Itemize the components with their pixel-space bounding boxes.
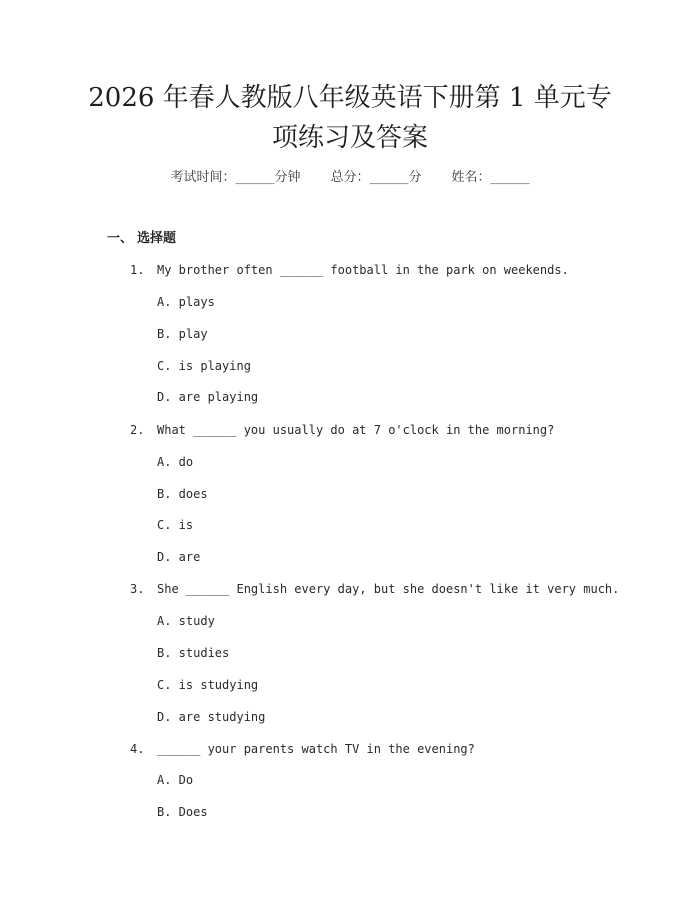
document-title <box>60 78 640 158</box>
question-1-option-d: D. are playing <box>157 390 259 404</box>
question-3-option-d: D. are studying <box>157 710 266 724</box>
document-title-line-2: 项练习及答案 <box>271 123 428 153</box>
question-text: My brother often ______ football in the park on weekends. <box>157 263 569 277</box>
question-text: What ______ you usually do at 7 o'clock in the morning? <box>157 423 555 437</box>
exam-info-line <box>0 169 700 187</box>
question-4 <box>130 741 475 757</box>
question-4-option-a: A. Do <box>157 773 194 787</box>
section-number: 一、 <box>107 231 134 246</box>
question-number: 3. <box>130 582 145 596</box>
question-1-option-c: C. is playing <box>157 359 251 373</box>
document-title-line-1: 2026 年春人教版八年级英语下册第 1 单元专 <box>88 83 612 113</box>
question-4-option-b: B. Does <box>157 805 208 819</box>
question-2 <box>130 422 554 438</box>
student-name-field: 姓名：______ <box>451 170 530 185</box>
question-1-option-a: A. plays <box>157 295 215 309</box>
question-text: She ______ English every day, but she doesn't like it very much. <box>157 582 620 596</box>
exam-time-field: 考试时间：______分钟 <box>170 170 301 185</box>
question-1 <box>130 262 569 278</box>
question-3-option-c: C. is studying <box>157 678 259 692</box>
question-3 <box>130 581 619 597</box>
question-number: 2. <box>130 423 145 437</box>
question-number: 4. <box>130 742 145 756</box>
question-3-option-b: B. studies <box>157 646 230 660</box>
question-2-option-d: D. are <box>157 550 201 564</box>
question-text: ______ your parents watch TV in the evening? <box>157 742 475 756</box>
question-2-option-a: A. do <box>157 455 194 469</box>
question-number: 1. <box>130 263 145 277</box>
question-2-option-c: C. is <box>157 518 194 532</box>
question-2-option-b: B. does <box>157 487 208 501</box>
question-3-option-a: A. study <box>157 614 215 628</box>
section-title: 选择题 <box>137 231 177 246</box>
question-1-option-b: B. play <box>157 327 208 341</box>
section-heading <box>107 230 176 248</box>
total-score-field: 总分：______分 <box>330 170 422 185</box>
